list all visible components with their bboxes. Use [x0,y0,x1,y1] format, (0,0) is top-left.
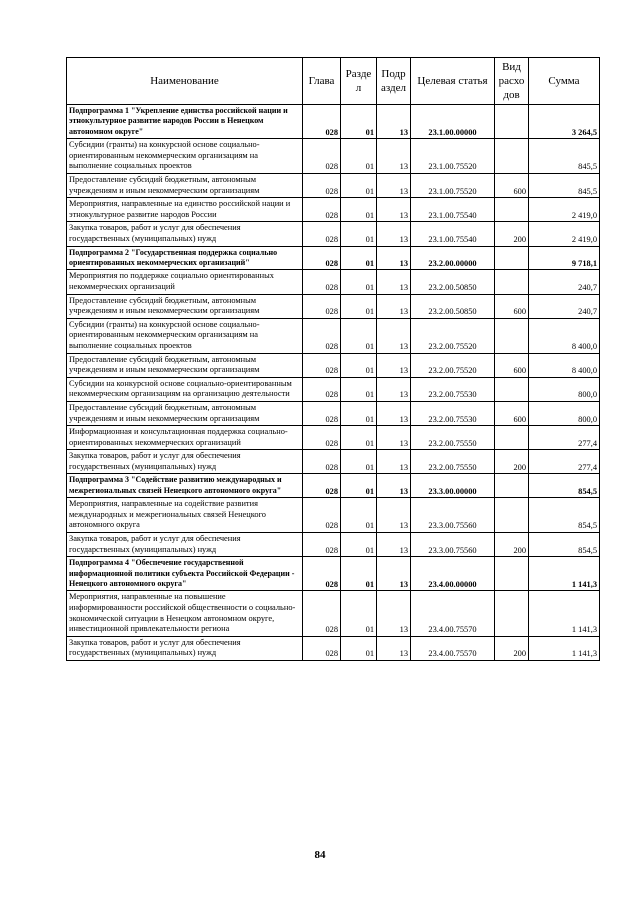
cell-celevaya: 23.1.00.75540 [411,222,495,246]
cell-vid: 200 [495,450,529,474]
cell-podrazdel: 13 [377,174,411,198]
program-row [67,557,600,591]
table-row [67,377,600,401]
cell-glava: 028 [303,474,341,498]
cell-celevaya: 23.2.00.50850 [411,270,495,294]
table-row [67,139,600,174]
cell-vid [495,270,529,294]
cell-vid [495,198,529,222]
cell-glava: 028 [303,198,341,222]
cell-name: Мероприятия, направленные на повышение информированности российской общественности о социально-экономической ситуации в Ненецком автономном округе, инвестиционной привлекательности региона [67,591,303,636]
cell-vid: 200 [495,636,529,660]
cell-name: Закупка товаров, работ и услуг для обеспечения государственных (муниципальных) нужд [67,450,303,474]
cell-name: Предоставление субсидий бюджетным, автономным учреждениям и иным некоммерческим организациям [67,174,303,198]
cell-razdel: 01 [341,377,377,401]
cell-celevaya: 23.3.00.75560 [411,533,495,557]
cell-summa: 240,7 [529,294,600,318]
cell-summa: 854,5 [529,498,600,533]
table-row [67,222,600,246]
cell-vid [495,246,529,270]
table-header-row [67,58,600,105]
cell-celevaya: 23.3.00.00000 [411,474,495,498]
cell-summa: 845,5 [529,174,600,198]
cell-razdel: 01 [341,533,377,557]
cell-name: Подпрограмма 1 "Укрепление единства российской нации и этнокультурное развитие народов России в Ненецком автономном округе" [67,105,303,139]
cell-glava: 028 [303,377,341,401]
cell-podrazdel: 13 [377,498,411,533]
cell-glava: 028 [303,294,341,318]
cell-vid [495,557,529,591]
cell-vid: 600 [495,353,529,377]
table-row [67,533,600,557]
program-row [67,474,600,498]
cell-summa: 1 141,3 [529,591,600,636]
cell-celevaya: 23.2.00.50850 [411,294,495,318]
cell-summa: 800,0 [529,401,600,425]
table-row [67,174,600,198]
cell-glava: 028 [303,318,341,353]
cell-podrazdel: 13 [377,474,411,498]
table-row [67,401,600,425]
cell-celevaya: 23.1.00.00000 [411,105,495,139]
cell-podrazdel: 13 [377,139,411,174]
cell-razdel: 01 [341,105,377,139]
cell-vid: 200 [495,222,529,246]
cell-glava: 028 [303,498,341,533]
cell-celevaya: 23.1.00.75520 [411,174,495,198]
cell-podrazdel: 13 [377,557,411,591]
cell-razdel: 01 [341,222,377,246]
cell-name: Субсидии (гранты) на конкурсной основе социально-ориентированным некоммерческим организациям на выполнение социальных проектов [67,318,303,353]
table-row [67,294,600,318]
cell-name: Мероприятия по поддержке социально ориентированных некоммерческих организаций [67,270,303,294]
cell-summa: 845,5 [529,139,600,174]
cell-podrazdel: 13 [377,401,411,425]
cell-summa: 2 419,0 [529,198,600,222]
cell-summa: 277,4 [529,450,600,474]
cell-summa: 9 718,1 [529,246,600,270]
cell-podrazdel: 13 [377,450,411,474]
cell-summa: 240,7 [529,270,600,294]
cell-summa: 277,4 [529,426,600,450]
cell-name: Закупка товаров, работ и услуг для обеспечения государственных (муниципальных) нужд [67,222,303,246]
cell-celevaya: 23.1.00.75520 [411,139,495,174]
cell-name: Подпрограмма 3 "Содействие развитию международных и межрегиональных связей Ненецкого автономного округа" [67,474,303,498]
cell-vid: 600 [495,401,529,425]
cell-celevaya: 23.4.00.75570 [411,636,495,660]
cell-podrazdel: 13 [377,270,411,294]
cell-name: Субсидии (гранты) на конкурсной основе социально-ориентированным некоммерческим организациям на выполнение социальных проектов [67,139,303,174]
cell-name: Подпрограмма 4 "Обеспечение государственной информационной политики субъекта Российской Федерации - Ненецкого автономного округа" [67,557,303,591]
cell-razdel: 01 [341,474,377,498]
cell-name: Закупка товаров, работ и услуг для обеспечения государственных (муниципальных) нужд [67,636,303,660]
cell-glava: 028 [303,353,341,377]
cell-celevaya: 23.4.00.00000 [411,557,495,591]
cell-name: Предоставление субсидий бюджетным, автономным учреждениям и иным некоммерческим организациям [67,401,303,425]
cell-summa: 2 419,0 [529,222,600,246]
header-vid: Вид расхо дов [495,58,529,105]
cell-razdel: 01 [341,401,377,425]
cell-razdel: 01 [341,426,377,450]
table-row [67,318,600,353]
cell-podrazdel: 13 [377,636,411,660]
cell-podrazdel: 13 [377,377,411,401]
cell-vid [495,318,529,353]
cell-summa: 854,5 [529,533,600,557]
cell-name: Мероприятия, направленные на содействие развития международных и межрегиональных связей Ненецкого автономного округа [67,498,303,533]
cell-celevaya: 23.1.00.75540 [411,198,495,222]
cell-name: Закупка товаров, работ и услуг для обеспечения государственных (муниципальных) нужд [67,533,303,557]
cell-summa: 8 400,0 [529,353,600,377]
cell-podrazdel: 13 [377,591,411,636]
cell-glava: 028 [303,174,341,198]
cell-podrazdel: 13 [377,318,411,353]
cell-celevaya: 23.2.00.75550 [411,450,495,474]
table-row [67,591,600,636]
cell-summa: 3 264,5 [529,105,600,139]
program-row [67,246,600,270]
cell-glava: 028 [303,246,341,270]
table-row [67,270,600,294]
cell-name: Подпрограмма 2 "Государственная поддержка социально ориентированных некоммерческих организаций" [67,246,303,270]
cell-vid [495,474,529,498]
cell-podrazdel: 13 [377,105,411,139]
cell-summa: 1 141,3 [529,557,600,591]
cell-vid [495,139,529,174]
budget-table-page [66,57,599,661]
cell-summa: 854,5 [529,474,600,498]
cell-name: Предоставление субсидий бюджетным, автономным учреждениям и иным некоммерческим организациям [67,294,303,318]
cell-razdel: 01 [341,450,377,474]
cell-podrazdel: 13 [377,198,411,222]
cell-glava: 028 [303,270,341,294]
page-number: 84 [314,849,326,861]
cell-podrazdel: 13 [377,294,411,318]
header-summa: Сумма [529,58,600,105]
cell-glava: 028 [303,426,341,450]
cell-celevaya: 23.2.00.75530 [411,377,495,401]
cell-vid: 600 [495,174,529,198]
cell-razdel: 01 [341,636,377,660]
header-celevaya: Целевая статья [411,58,495,105]
cell-vid [495,426,529,450]
cell-glava: 028 [303,533,341,557]
cell-glava: 028 [303,450,341,474]
cell-razdel: 01 [341,246,377,270]
cell-vid [495,377,529,401]
cell-celevaya: 23.2.00.75550 [411,426,495,450]
cell-razdel: 01 [341,591,377,636]
header-glava: Глава [303,58,341,105]
cell-celevaya: 23.4.00.75570 [411,591,495,636]
cell-podrazdel: 13 [377,222,411,246]
cell-glava: 028 [303,636,341,660]
cell-razdel: 01 [341,294,377,318]
cell-razdel: 01 [341,139,377,174]
cell-celevaya: 23.2.00.75520 [411,353,495,377]
table-row [67,450,600,474]
cell-razdel: 01 [341,498,377,533]
cell-name: Информационная и консультационная поддержка социально-ориентированных некоммерческих организаций [67,426,303,450]
cell-podrazdel: 13 [377,426,411,450]
cell-razdel: 01 [341,198,377,222]
table-row [67,636,600,660]
cell-podrazdel: 13 [377,353,411,377]
cell-podrazdel: 13 [377,533,411,557]
cell-vid [495,498,529,533]
budget-table [66,57,600,661]
cell-vid [495,591,529,636]
cell-razdel: 01 [341,557,377,591]
cell-celevaya: 23.2.00.75530 [411,401,495,425]
header-razdel: Разде л [341,58,377,105]
cell-summa: 8 400,0 [529,318,600,353]
cell-vid: 200 [495,533,529,557]
cell-glava: 028 [303,401,341,425]
cell-name: Мероприятия, направленные на единство российской нации и этнокультурное развитие народов России [67,198,303,222]
cell-celevaya: 23.3.00.75560 [411,498,495,533]
table-row [67,426,600,450]
header-podrazdel: Подр аздел [377,58,411,105]
table-row [67,198,600,222]
table-row [67,353,600,377]
cell-razdel: 01 [341,318,377,353]
cell-razdel: 01 [341,270,377,294]
header-name: Наименование [67,58,303,105]
cell-name: Предоставление субсидий бюджетным, автономным учреждениям и иным некоммерческим организациям [67,353,303,377]
cell-vid: 600 [495,294,529,318]
cell-glava: 028 [303,222,341,246]
cell-podrazdel: 13 [377,246,411,270]
cell-vid [495,105,529,139]
cell-glava: 028 [303,557,341,591]
cell-celevaya: 23.2.00.00000 [411,246,495,270]
cell-razdel: 01 [341,353,377,377]
cell-name: Субсидии на конкурсной основе социально-ориентированным некоммерческим организациям на организацию деятельности [67,377,303,401]
program-row [67,105,600,139]
table-row [67,498,600,533]
cell-glava: 028 [303,591,341,636]
cell-glava: 028 [303,139,341,174]
cell-summa: 1 141,3 [529,636,600,660]
cell-celevaya: 23.2.00.75520 [411,318,495,353]
cell-razdel: 01 [341,174,377,198]
cell-glava: 028 [303,105,341,139]
cell-summa: 800,0 [529,377,600,401]
